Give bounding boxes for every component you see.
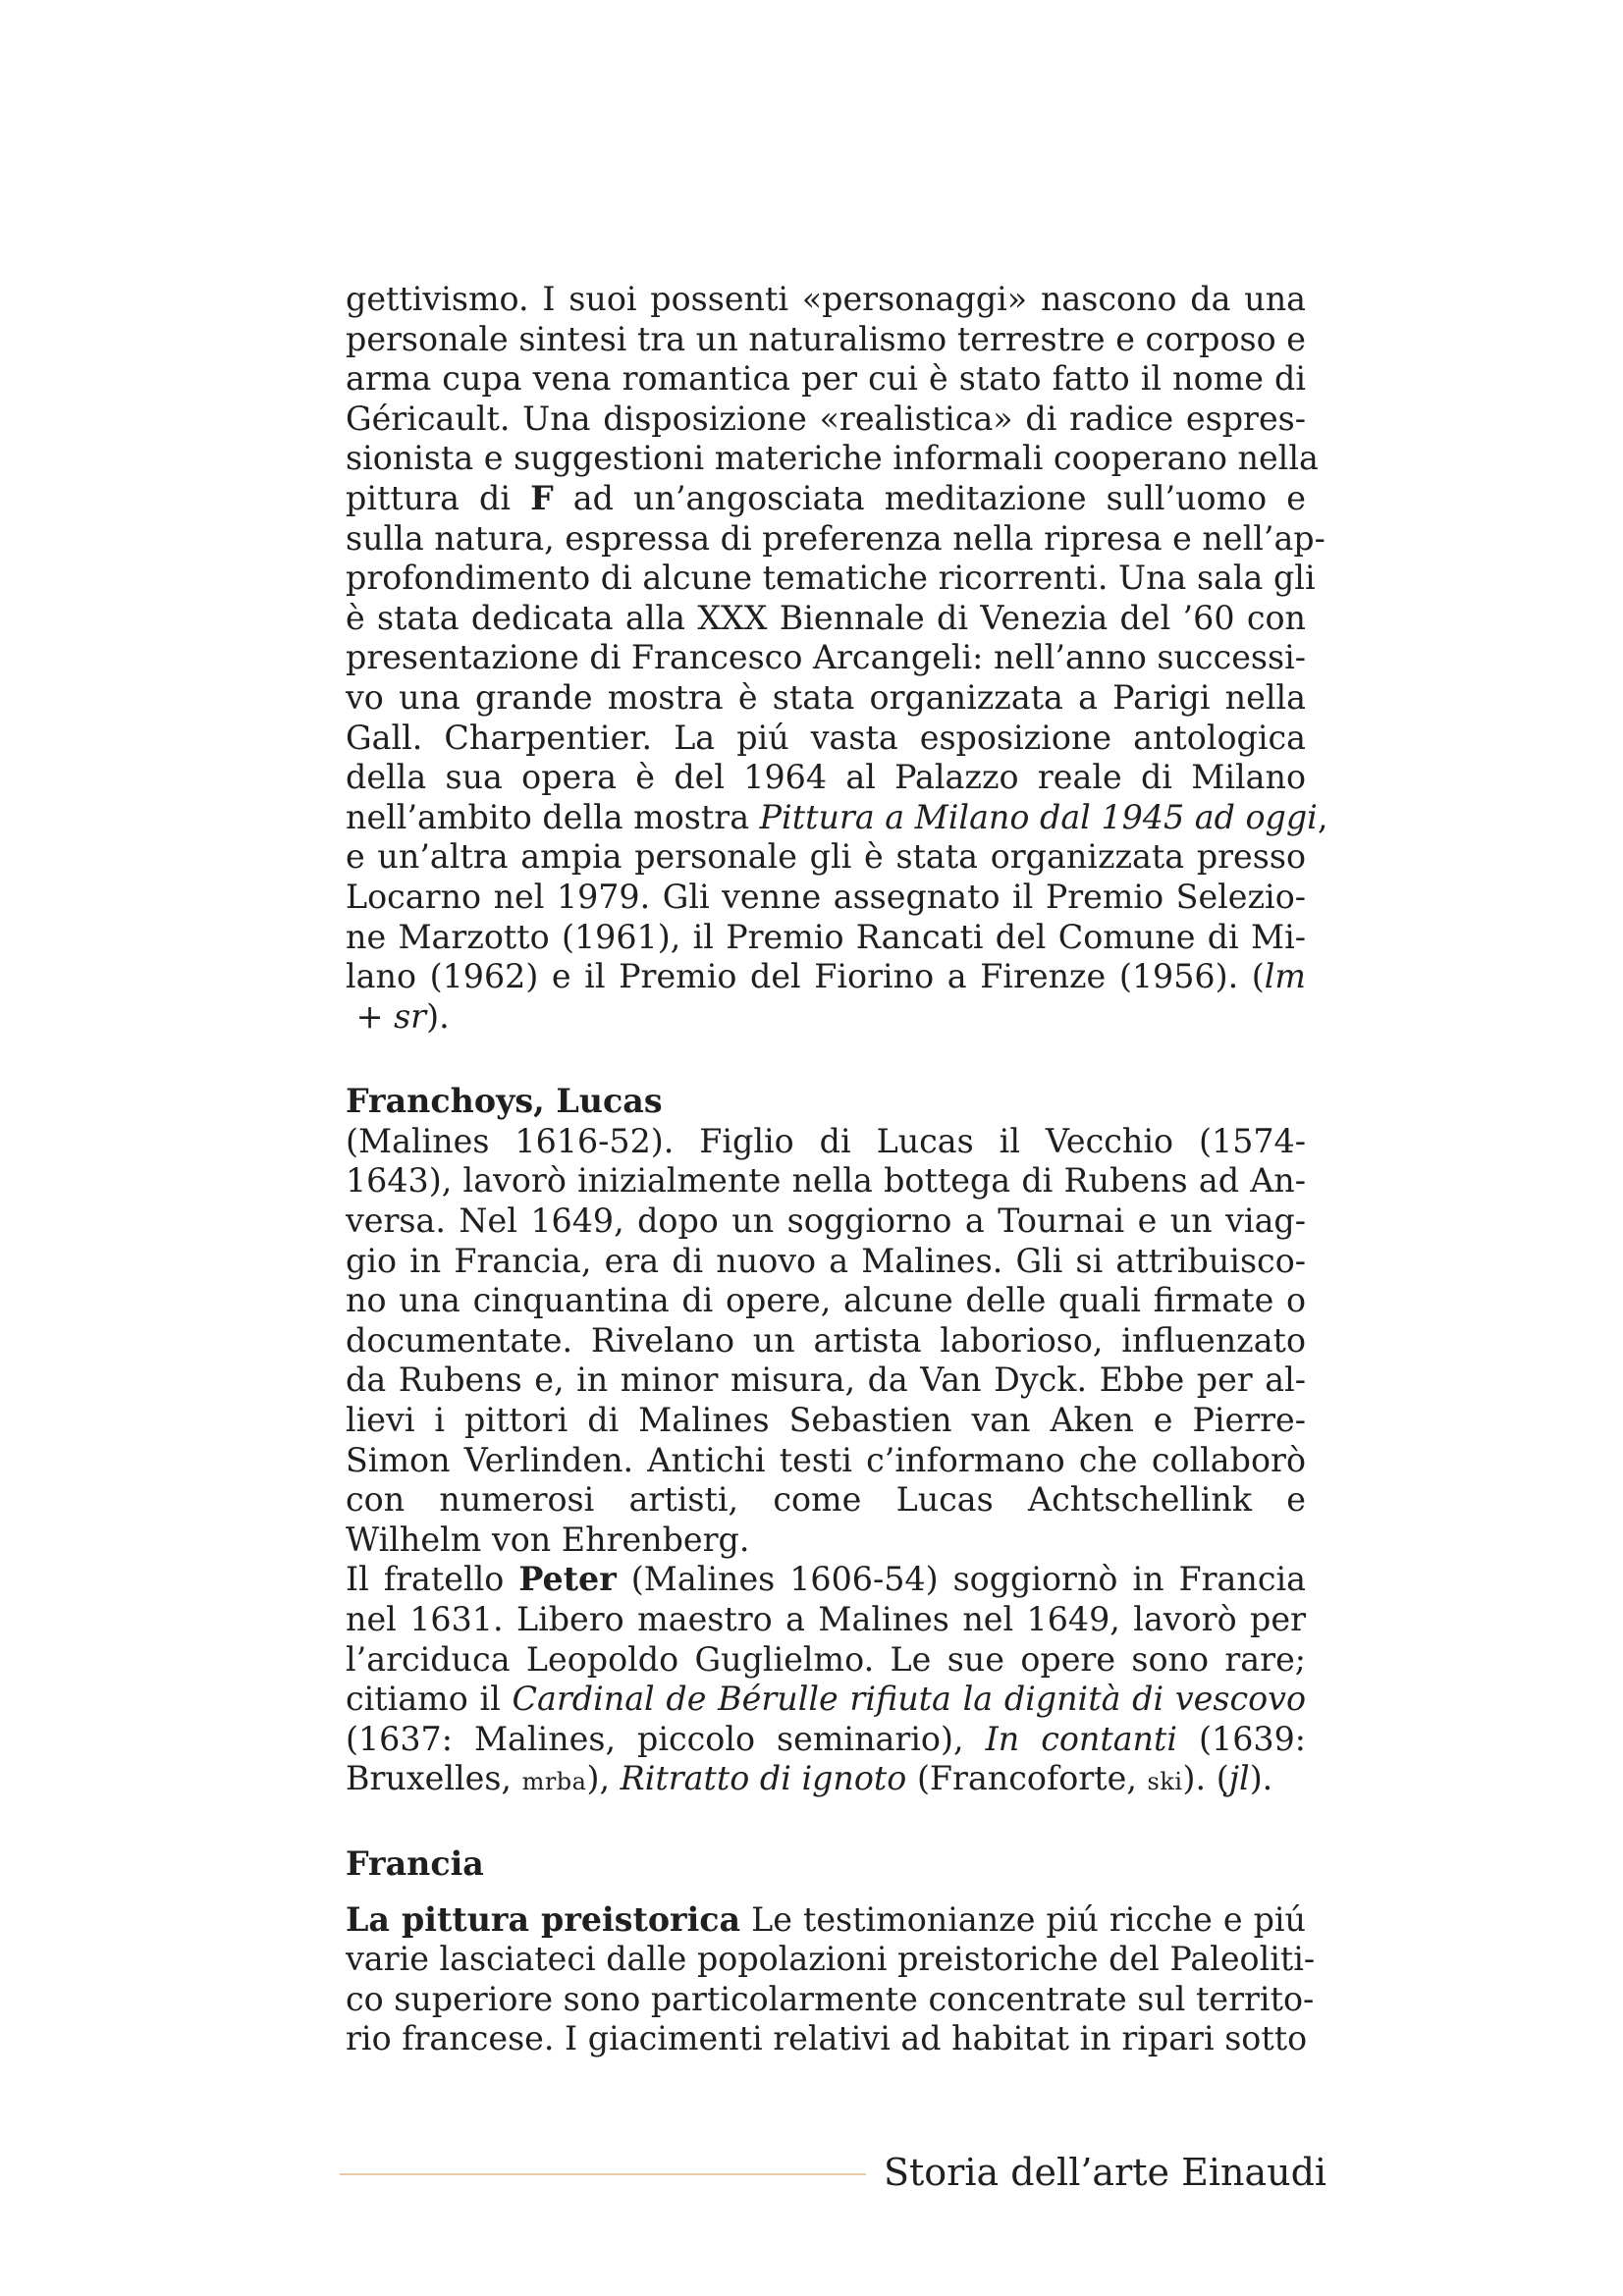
- entry-francia: [346, 1843, 1316, 2059]
- text-line: è stata dedicata alla XXX Biennale di Venezia del ’60 con: [346, 598, 1306, 637]
- footer-rule: [340, 2173, 866, 2175]
- text-line: + sr).: [355, 996, 450, 1036]
- italic-title: Cardinal de Bérulle rifiuta la dignità di vescovo: [512, 1680, 1306, 1719]
- text-line: presentazione di Francesco Arcangeli: nell’anno successi-: [346, 638, 1306, 677]
- bold-name: Peter: [518, 1560, 617, 1599]
- text-line: co superiore sono particolarmente concentrate sul territo-: [346, 1979, 1315, 2018]
- text-line: Simon Verlinden. Antichi testi c’informano che collaborò: [346, 1440, 1306, 1479]
- italic-title: Ritratto di ignoto: [620, 1759, 907, 1798]
- text-line: sulla natura, espressa di preferenza nella ripresa e nell’ap-: [346, 518, 1325, 558]
- text-line: documentate. Rivelano un artista laborioso, influenzato: [346, 1320, 1306, 1360]
- text-line: Gall. Charpentier. La piú vasta esposizione antologica: [346, 718, 1306, 757]
- text-line: Bruxelles, mrba), Ritratto di ignoto (Francoforte, ski). (jl).: [346, 1759, 1273, 1798]
- text-line: 1643), lavorò inizialmente nella bottega di Rubens ad An-: [346, 1161, 1306, 1201]
- italic-title: In contanti: [985, 1719, 1178, 1758]
- text-line: della sua opera è del 1964 al Palazzo reale di Milano: [346, 758, 1306, 797]
- text-line: gettivismo. I suoi possenti «personaggi» nascono da una: [346, 280, 1306, 318]
- text-line: lano (1962) e il Premio del Fiorino a Firenze (1956). (lm: [346, 957, 1306, 996]
- text-line: sionista e suggestioni materiche informali cooperano nella: [346, 439, 1319, 478]
- text-line: Locarno nel 1979. Gli venne assegnato il Premio Selezio-: [346, 877, 1306, 916]
- text-line: lievi i pittori di Malines Sebastien van Aken e Pierre-: [346, 1401, 1306, 1440]
- text-line: varie lasciateci dalle popolazioni preistoriche del Paleoliti-: [346, 1940, 1316, 1979]
- text-line: citiamo il Cardinal de Bérulle rifiuta la dignità di vescovo: [346, 1680, 1306, 1719]
- italic-title: Pittura a Milano dal 1945 ad oggi: [759, 797, 1318, 836]
- entry-heading: Franchoys, Lucas: [346, 1082, 663, 1121]
- author-initials: jl: [1228, 1759, 1250, 1798]
- text-line: vo una grande mostra è stata organizzata a Parigi nella: [346, 677, 1306, 717]
- text-line: (Malines 1616-52). Figlio di Lucas il Vecchio (1574-: [346, 1121, 1306, 1160]
- text-line: nell’ambito della mostra Pittura a Milano dal 1945 ad oggi,: [346, 797, 1328, 836]
- footer-title: Storia dell’arte Einaudi: [884, 2151, 1327, 2194]
- text-line: profondimento di alcune tematiche ricorrenti. Una sala gli: [346, 559, 1316, 598]
- author-initials: lm: [1264, 957, 1306, 996]
- text-line: versa. Nel 1649, dopo un soggiorno a Tournai e un viag-: [346, 1201, 1306, 1241]
- small-caps-abbr: mrba: [521, 1768, 587, 1796]
- paragraph-intro: [346, 280, 1328, 1037]
- text-line: con numerosi artisti, come Lucas Achtschellink e: [346, 1480, 1306, 1520]
- subsection-heading: La pittura preistorica: [346, 1899, 741, 1939]
- bold-initial: F: [530, 478, 554, 517]
- text-line: ne Marzotto (1961), il Premio Rancati del Comune di Mi-: [346, 917, 1306, 956]
- text-line: nel 1631. Libero maestro a Malines nel 1649, lavorò per: [346, 1600, 1306, 1638]
- text-line: da Rubens e, in minor misura, da Van Dyck. Ebbe per al-: [346, 1361, 1306, 1400]
- text-line: personale sintesi tra un naturalismo terrestre e corposo e: [346, 319, 1306, 358]
- text-line: rio francese. I giacimenti relativi ad habitat in ripari sotto: [346, 2019, 1308, 2058]
- text-line: pittura di F ad un’angosciata meditazione sull’uomo e: [346, 478, 1306, 517]
- page-body: [346, 280, 1328, 2059]
- text-line: no una cinquantina di opere, alcune delle quali firmate o: [346, 1281, 1306, 1320]
- text-line: Géricault. Una disposizione «realistica» di radice espres-: [346, 399, 1306, 438]
- text-line: Wilhelm von Ehrenberg.: [346, 1520, 750, 1559]
- entry-heading: Francia: [346, 1843, 484, 1883]
- text-line: (1637: Malines, piccolo seminario), In contanti (1639:: [346, 1719, 1307, 1758]
- text-line: La pittura preistorica Le testimonianze piú ricche e piú: [346, 1899, 1306, 1939]
- entry-franchoys: [346, 1082, 1306, 1799]
- author-initials: sr: [394, 996, 427, 1036]
- text-line: arma cupa vena romantica per cui è stato fatto il nome di: [346, 359, 1306, 399]
- text-line: e un’altra ampia personale gli è stata organizzata presso: [346, 837, 1306, 877]
- text-line: gio in Francia, era di nuovo a Malines. Gli si attribuisco-: [346, 1241, 1306, 1280]
- small-caps-abbr: ski: [1147, 1768, 1183, 1796]
- text-line: l’arciduca Leopoldo Guglielmo. Le sue opere sono rare;: [346, 1639, 1306, 1679]
- text-line: Il fratello Peter (Malines 1606-54) soggiornò in Francia: [346, 1560, 1306, 1599]
